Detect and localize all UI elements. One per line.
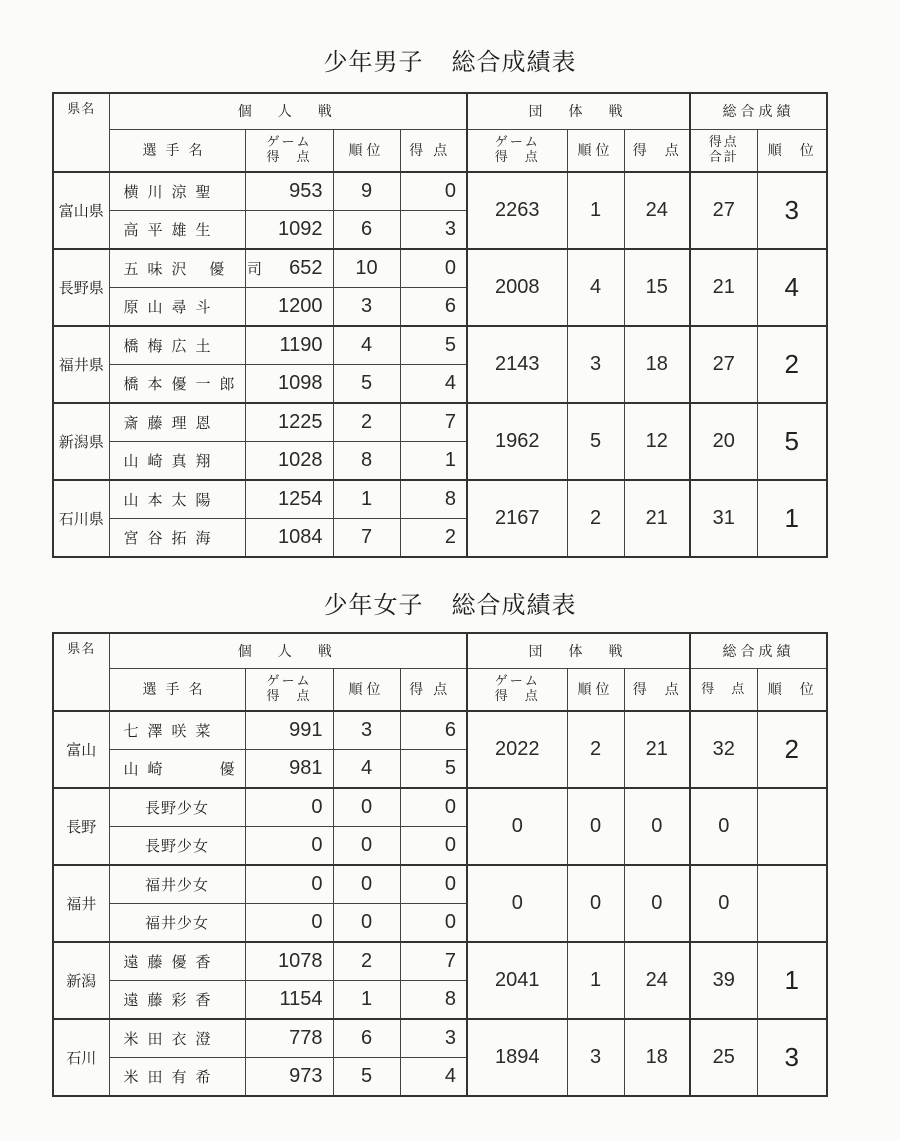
player-name: 米田衣澄 (109, 1019, 245, 1058)
prefecture-name: 石川 (53, 1019, 109, 1096)
player-name: 山崎真翔 (109, 442, 245, 481)
player-points: 5 (400, 750, 467, 789)
player-rank: 8 (333, 442, 400, 481)
total-points: 25 (690, 1019, 757, 1096)
total-points: 0 (690, 788, 757, 865)
player-points: 5 (400, 326, 467, 365)
player-points: 2 (400, 519, 467, 558)
team-game-score: 2263 (467, 172, 567, 249)
table-row (53, 172, 827, 211)
total-rank: 3 (757, 1019, 827, 1096)
header-team-rank: 順位 (567, 668, 624, 711)
player-game-score: 0 (245, 904, 333, 943)
player-name: 山崎 優 (109, 750, 245, 789)
player-name: 橋梅広土 (109, 326, 245, 365)
player-game-score: 953 (245, 172, 333, 211)
player-rank: 0 (333, 865, 400, 904)
team-points: 0 (624, 865, 690, 942)
girls-results-table (52, 632, 828, 1097)
header-individual: 個 人 戦 (109, 93, 467, 129)
prefecture-name: 新潟県 (53, 403, 109, 480)
player-rank: 4 (333, 326, 400, 365)
table-row (53, 942, 827, 981)
player-name: 宮谷拓海 (109, 519, 245, 558)
team-rank: 3 (567, 326, 624, 403)
total-rank: 4 (757, 249, 827, 326)
header-rank: 順位 (333, 129, 400, 172)
player-game-score: 1078 (245, 942, 333, 981)
player-name: 五味沢 優 司 (109, 249, 245, 288)
player-rank: 5 (333, 1058, 400, 1097)
player-game-score: 1098 (245, 365, 333, 404)
player-name: 米田有希 (109, 1058, 245, 1097)
team-game-score: 0 (467, 865, 567, 942)
total-points: 20 (690, 403, 757, 480)
player-name: 長野少女 (109, 827, 245, 866)
player-name: 七澤咲菜 (109, 711, 245, 750)
player-rank: 6 (333, 211, 400, 250)
team-rank: 4 (567, 249, 624, 326)
team-game-score: 2167 (467, 480, 567, 557)
boys-title (0, 42, 900, 77)
prefecture-name: 富山 (53, 711, 109, 788)
player-name: 斎藤理恩 (109, 403, 245, 442)
player-game-score: 1028 (245, 442, 333, 481)
player-points: 0 (400, 904, 467, 943)
team-points: 15 (624, 249, 690, 326)
total-points: 0 (690, 865, 757, 942)
player-points: 0 (400, 249, 467, 288)
player-rank: 10 (333, 249, 400, 288)
header-pref: 県名 (53, 633, 109, 711)
team-rank: 1 (567, 172, 624, 249)
player-points: 7 (400, 942, 467, 981)
team-game-score: 1894 (467, 1019, 567, 1096)
player-rank: 7 (333, 519, 400, 558)
table-row (53, 480, 827, 519)
player-rank: 2 (333, 942, 400, 981)
player-rank: 6 (333, 1019, 400, 1058)
player-game-score: 0 (245, 865, 333, 904)
team-points: 0 (624, 788, 690, 865)
player-rank: 0 (333, 827, 400, 866)
header-individual: 個 人 戦 (109, 633, 467, 668)
player-rank: 3 (333, 711, 400, 750)
player-name: 高平雄生 (109, 211, 245, 250)
player-name: 原山尋斗 (109, 288, 245, 327)
team-game-score: 0 (467, 788, 567, 865)
prefecture-name: 新潟 (53, 942, 109, 1019)
team-rank: 2 (567, 711, 624, 788)
total-points: 27 (690, 326, 757, 403)
player-game-score: 1092 (245, 211, 333, 250)
player-game-score: 0 (245, 788, 333, 827)
total-rank (757, 788, 827, 865)
player-rank: 0 (333, 904, 400, 943)
girls-title-label: 総合成績表 (451, 591, 577, 619)
player-points: 0 (400, 827, 467, 866)
player-game-score: 981 (245, 750, 333, 789)
team-game-score: 2143 (467, 326, 567, 403)
player-points: 4 (400, 365, 467, 404)
total-rank: 2 (757, 326, 827, 403)
header-player-name: 選手名 (109, 668, 245, 711)
prefecture-name: 長野県 (53, 249, 109, 326)
total-rank: 3 (757, 172, 827, 249)
team-game-score: 1962 (467, 403, 567, 480)
team-game-score: 2041 (467, 942, 567, 1019)
table-row (53, 249, 827, 288)
player-points: 1 (400, 442, 467, 481)
table-row (53, 403, 827, 442)
player-rank: 5 (333, 365, 400, 404)
player-name: 横川涼聖 (109, 172, 245, 211)
player-name: 遠藤優香 (109, 942, 245, 981)
player-points: 3 (400, 211, 467, 250)
header-game-score: ゲーム 得 点 (245, 668, 333, 711)
total-rank: 1 (757, 942, 827, 1019)
boys-title-label: 総合成績表 (451, 48, 577, 76)
player-rank: 1 (333, 480, 400, 519)
header-total-points: 得点 合計 (690, 129, 757, 172)
player-rank: 0 (333, 788, 400, 827)
table-row (53, 788, 827, 827)
team-rank: 3 (567, 1019, 624, 1096)
team-game-score: 2022 (467, 711, 567, 788)
girls-title (0, 585, 900, 620)
header-total-rank: 順 位 (757, 668, 827, 711)
player-points: 7 (400, 403, 467, 442)
player-points: 4 (400, 1058, 467, 1097)
header-team-game-score: ゲーム 得 点 (467, 668, 567, 711)
player-name: 山本太陽 (109, 480, 245, 519)
player-game-score: 991 (245, 711, 333, 750)
team-points: 24 (624, 172, 690, 249)
team-rank: 2 (567, 480, 624, 557)
player-game-score: 0 (245, 827, 333, 866)
header-rank: 順位 (333, 668, 400, 711)
player-points: 0 (400, 788, 467, 827)
header-points: 得点 (400, 129, 467, 172)
header-pref: 県名 (53, 93, 109, 172)
team-rank: 5 (567, 403, 624, 480)
player-rank: 3 (333, 288, 400, 327)
team-points: 21 (624, 480, 690, 557)
header-team-points: 得 点 (624, 129, 690, 172)
player-points: 6 (400, 288, 467, 327)
player-game-score: 778 (245, 1019, 333, 1058)
player-game-score: 973 (245, 1058, 333, 1097)
total-points: 39 (690, 942, 757, 1019)
player-game-score: 1154 (245, 981, 333, 1020)
header-total: 総合成績 (690, 633, 827, 668)
player-rank: 2 (333, 403, 400, 442)
team-rank: 0 (567, 865, 624, 942)
player-game-score: 652 (245, 249, 333, 288)
player-name: 長野少女 (109, 788, 245, 827)
team-game-score: 2008 (467, 249, 567, 326)
prefecture-name: 福井 (53, 865, 109, 942)
team-points: 18 (624, 1019, 690, 1096)
total-rank: 1 (757, 480, 827, 557)
table-row (53, 711, 827, 750)
player-name: 福井少女 (109, 904, 245, 943)
total-points: 32 (690, 711, 757, 788)
player-game-score: 1254 (245, 480, 333, 519)
total-rank: 5 (757, 403, 827, 480)
table-row (53, 865, 827, 904)
prefecture-name: 福井県 (53, 326, 109, 403)
table-row (53, 1019, 827, 1058)
team-rank: 0 (567, 788, 624, 865)
player-points: 0 (400, 172, 467, 211)
player-points: 6 (400, 711, 467, 750)
team-points: 21 (624, 711, 690, 788)
player-game-score: 1225 (245, 403, 333, 442)
girls-title-category: 少年女子 (323, 591, 424, 619)
header-points: 得点 (400, 668, 467, 711)
boys-results-table (52, 92, 828, 558)
player-points: 3 (400, 1019, 467, 1058)
team-points: 18 (624, 326, 690, 403)
player-rank: 4 (333, 750, 400, 789)
header-team: 団 体 戦 (467, 93, 690, 129)
header-game-score: ゲーム 得 点 (245, 129, 333, 172)
header-team-points: 得 点 (624, 668, 690, 711)
prefecture-name: 富山県 (53, 172, 109, 249)
player-game-score: 1200 (245, 288, 333, 327)
header-total-points: 得 点 (690, 668, 757, 711)
total-rank (757, 865, 827, 942)
header-player-name: 選手名 (109, 129, 245, 172)
total-points: 27 (690, 172, 757, 249)
player-rank: 9 (333, 172, 400, 211)
total-rank: 2 (757, 711, 827, 788)
header-total: 総合成績 (690, 93, 827, 129)
player-game-score: 1084 (245, 519, 333, 558)
header-team: 団 体 戦 (467, 633, 690, 668)
header-team-rank: 順位 (567, 129, 624, 172)
player-game-score: 1190 (245, 326, 333, 365)
team-rank: 1 (567, 942, 624, 1019)
prefecture-name: 長野 (53, 788, 109, 865)
prefecture-name: 石川県 (53, 480, 109, 557)
player-name: 橋本優一郎 (109, 365, 245, 404)
table-row (53, 326, 827, 365)
boys-title-category: 少年男子 (323, 48, 424, 76)
team-points: 24 (624, 942, 690, 1019)
total-points: 21 (690, 249, 757, 326)
player-points: 0 (400, 865, 467, 904)
player-points: 8 (400, 981, 467, 1020)
total-points: 31 (690, 480, 757, 557)
header-team-game-score: ゲーム 得 点 (467, 129, 567, 172)
player-points: 8 (400, 480, 467, 519)
team-points: 12 (624, 403, 690, 480)
player-name: 福井少女 (109, 865, 245, 904)
player-rank: 1 (333, 981, 400, 1020)
header-total-rank: 順 位 (757, 129, 827, 172)
player-name: 遠藤彩香 (109, 981, 245, 1020)
